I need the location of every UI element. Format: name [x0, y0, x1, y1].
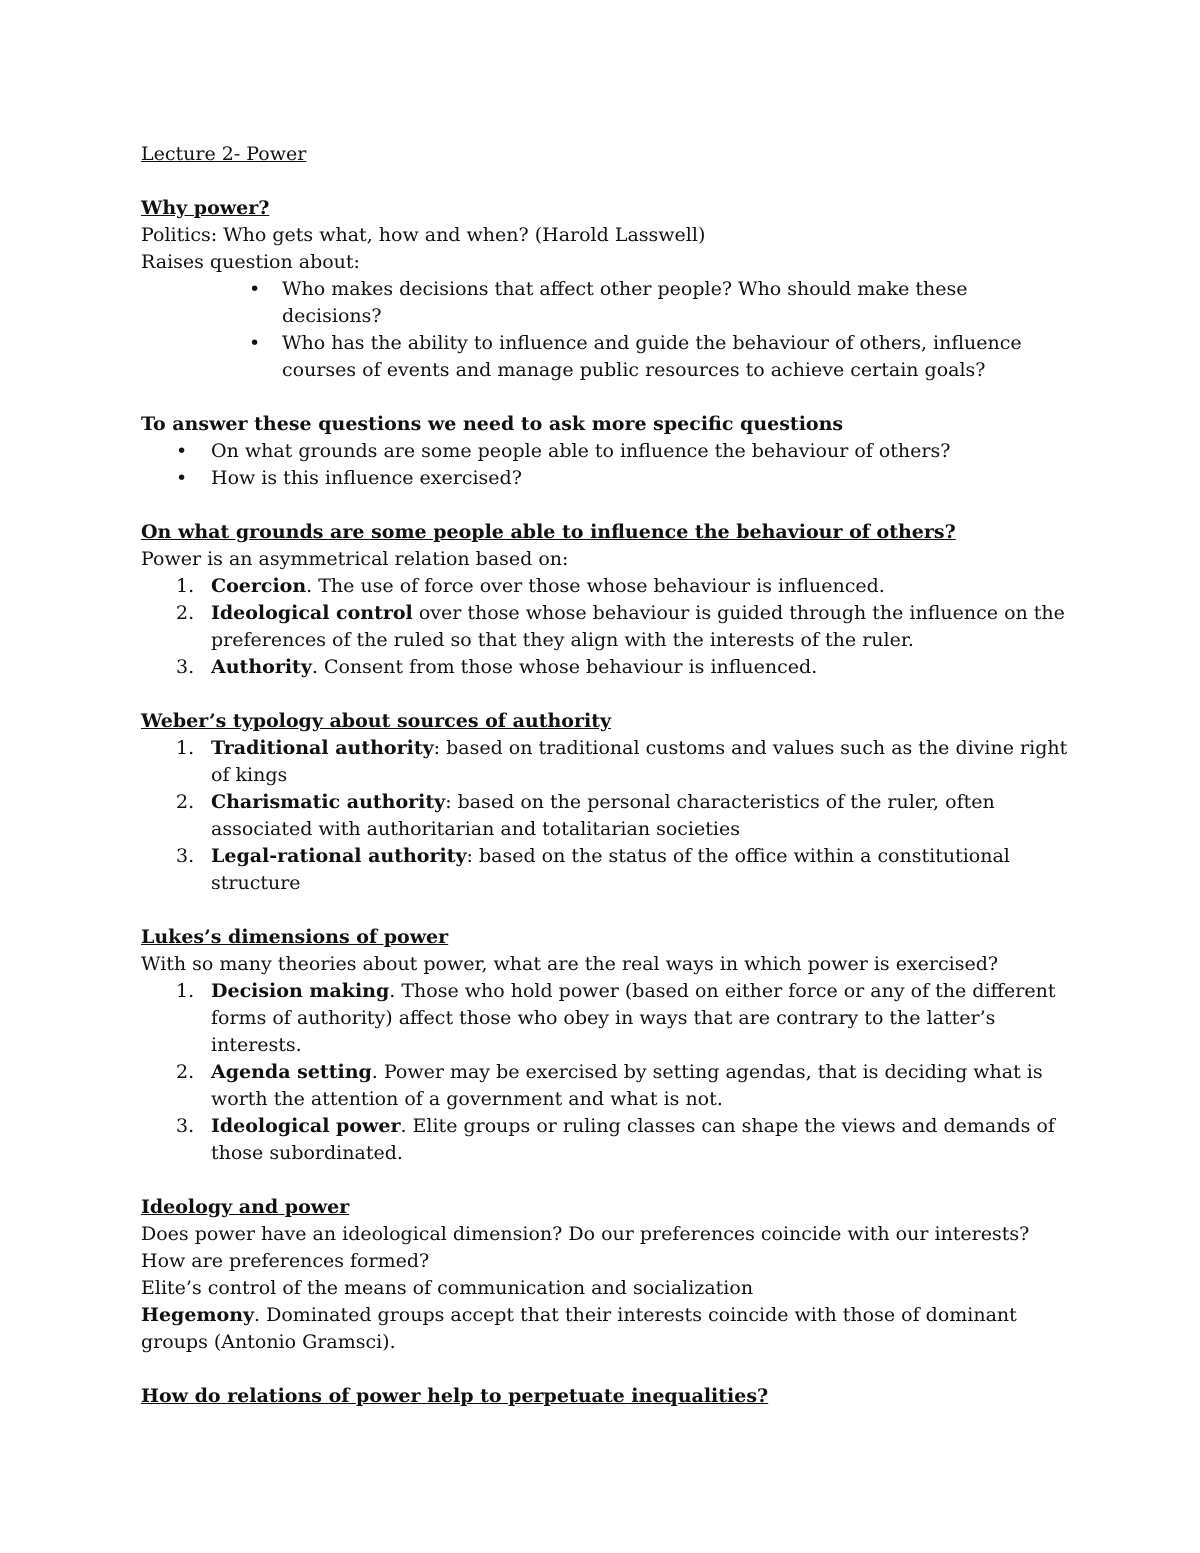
hegemony-term: Hegemony — [141, 1304, 255, 1326]
list-item-text: over those whose behaviour is guided through the influence on the preferences of the ruled so that they align with the interests of the ruler. — [211, 602, 1065, 651]
list-number: 3. — [176, 1115, 195, 1137]
list-item-text: : based on the status of the office within a constitutional structure — [211, 845, 1010, 894]
list-item-text: . Power may be exercised by setting agendas, that is deciding what is worth the attention of a government and what is not. — [211, 1061, 1043, 1110]
hegemony-paragraph — [141, 1302, 1071, 1356]
list-item-text: Who has the ability to influence and guide the behaviour of others, influence courses of events and manage public resources to achieve certain goals? — [282, 332, 1022, 381]
list-number: 3. — [176, 656, 195, 678]
bullet-list — [141, 276, 1071, 384]
list-item-term: Agenda setting — [211, 1061, 372, 1083]
spacer — [141, 1356, 1071, 1383]
numbered-list — [141, 573, 1071, 681]
list-number: 3. — [176, 845, 195, 867]
list-item — [141, 276, 1071, 330]
paragraph-line: Raises question about: — [141, 251, 360, 273]
list-item — [141, 1059, 1071, 1113]
list-number: 2. — [176, 791, 195, 813]
paragraph-line: Power is an asymmetrical relation based on: — [141, 548, 569, 570]
hegemony-text: . Dominated groups accept that their interests coincide with those of dominant groups (Antonio Gramsci). — [141, 1304, 1017, 1353]
list-item-text: : based on traditional customs and values such as the divine right of kings — [211, 737, 1068, 786]
list-item — [141, 978, 1071, 1059]
section-heading-weber: Weber’s typology about sources of authority — [141, 710, 612, 732]
spacer — [141, 492, 1071, 519]
section-heading-ideology: Ideology and power — [141, 1196, 350, 1218]
list-item-term: Decision making — [211, 980, 390, 1002]
list-item — [141, 438, 1071, 465]
section-heading-why-power: Why power? — [141, 197, 270, 219]
bullet-icon: • — [249, 332, 261, 354]
document-page — [141, 141, 1071, 1410]
list-number: 2. — [176, 602, 195, 624]
list-item — [141, 1113, 1071, 1167]
list-item — [141, 654, 1071, 681]
section-heading-inequalities: How do relations of power help to perpetuate inequalities? — [141, 1385, 769, 1407]
list-item — [141, 735, 1071, 789]
section-heading-specific-questions: To answer these questions we need to ask more specific questions — [141, 413, 844, 435]
list-item — [141, 330, 1071, 384]
list-item — [141, 600, 1071, 654]
list-item-term: Authority — [211, 656, 312, 678]
list-item-text: Who makes decisions that affect other people? Who should make these decisions? — [282, 278, 968, 327]
list-number: 1. — [176, 737, 195, 759]
list-number: 2. — [176, 1061, 195, 1083]
list-item — [141, 573, 1071, 600]
bullet-icon: • — [176, 467, 188, 489]
spacer — [141, 1167, 1071, 1194]
page-title: Lecture 2- Power — [141, 143, 307, 165]
bullet-list — [141, 438, 1071, 492]
list-item-text: . Those who hold power (based on either force or any of the different forms of authority) affect those who obey in ways that are contrary to the latter’s interests. — [211, 980, 1056, 1056]
bullet-icon: • — [176, 440, 188, 462]
paragraph-line: How are preferences formed? — [141, 1250, 430, 1272]
list-item-term: Legal-rational authority — [211, 845, 467, 867]
spacer — [141, 168, 1071, 195]
section-heading-grounds: On what grounds are some people able to influence the behaviour of others? — [141, 521, 956, 543]
list-item-text: : based on the personal characteristics of the ruler, often associated with authoritarian and totalitarian societies — [211, 791, 995, 840]
spacer — [141, 384, 1071, 411]
list-item-term: Traditional authority — [211, 737, 434, 759]
list-item-term: Coercion — [211, 575, 307, 597]
list-number: 1. — [176, 575, 195, 597]
list-item-text: How is this influence exercised? — [211, 467, 522, 489]
section-heading-lukes: Lukes’s dimensions of power — [141, 926, 449, 948]
paragraph-line: With so many theories about power, what are the real ways in which power is exercised? — [141, 953, 999, 975]
list-item-text: On what grounds are some people able to influence the behaviour of others? — [211, 440, 951, 462]
list-item-text: . Consent from those whose behaviour is influenced. — [311, 656, 818, 678]
list-number: 1. — [176, 980, 195, 1002]
list-item-term: Ideological power — [211, 1115, 401, 1137]
list-item-term: Charismatic authority — [211, 791, 446, 813]
list-item — [141, 789, 1071, 843]
paragraph-line: Politics: Who gets what, how and when? (Harold Lasswell) — [141, 224, 706, 246]
numbered-list — [141, 735, 1071, 897]
list-item-text: . The use of force over those whose behaviour is influenced. — [306, 575, 885, 597]
paragraph-line: Does power have an ideological dimension? Do our preferences coincide with our interests? — [141, 1223, 1030, 1245]
bullet-icon: • — [249, 278, 261, 300]
list-item-text: . Elite groups or ruling classes can shape the views and demands of those subordinated. — [211, 1115, 1055, 1164]
paragraph-line: Elite’s control of the means of communication and socialization — [141, 1277, 754, 1299]
spacer — [141, 681, 1071, 708]
list-item — [141, 843, 1071, 897]
spacer — [141, 897, 1071, 924]
numbered-list — [141, 978, 1071, 1167]
list-item — [141, 465, 1071, 492]
list-item-term: Ideological control — [211, 602, 413, 624]
